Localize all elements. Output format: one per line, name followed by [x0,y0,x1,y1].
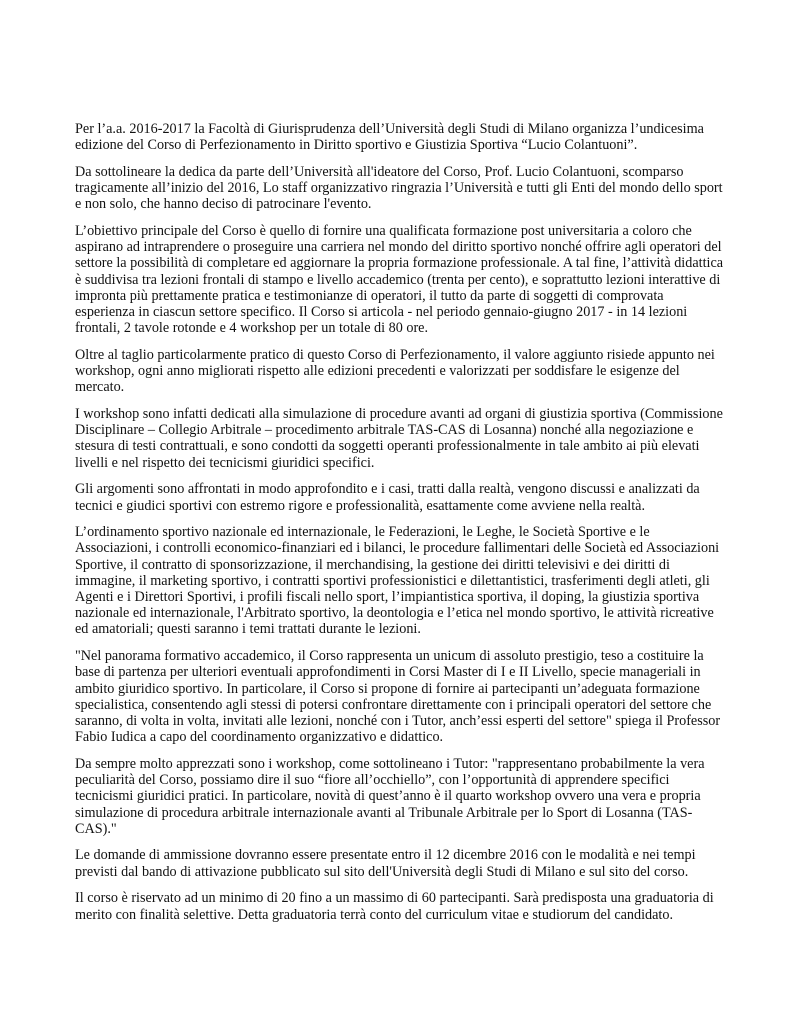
paragraph-quote-iudica: "Nel panorama formativo accademico, il Corso rappresenta un unicum di assoluto prestigio, teso a costituire la base di partenza per ulteriori eventuali approfondimenti in Corsi Master di I e II Livello, specie manageriali in ambito giuridico sportivo. In particolare, il Corso si propone di fornire ai partecipanti un’adeguata formazione specialistica, consentendo agli stessi di potersi confrontare direttamente con i principali operatori del settore che saranno, di volta in volta, invitati alle lezioni, nonché con i Tutor, anch’essi esperti del settore" spiega il Professor Fabio Iudica a capo del coordinamento organizzativo e didattico. [75,648,721,746]
paragraph-objective: L’obiettivo principale del Corso è quello di fornire una qualificata formazione post universitaria a coloro che aspirano ad intraprendere o proseguire una carriera nel mondo del diritto sportivo nonché offrire agli operatori del settore la possibilità di completare ed aggiornare la propria formazione professionale. A tal fine, l’attività didattica è suddivisa tra lezioni frontali di stampo e livello accademico (trenta per cento), e soprattutto lezioni interattive di impronta più prettamente pratica e testimonianze di operatori, il tutto da parte di soggetti di comprovata esperienza in ciascun settore specifico. Il Corso si articola - nel periodo gennaio-giugno 2017 - in 14 lezioni frontali, 2 tavole rotonde e 4 workshop per un totale di 80 ore. [75,223,724,337]
paragraph-quote-tutor: Da sempre molto apprezzati sono i workshop, come sottolineano i Tutor: "rappresentano probabilmente la vera peculiarità del Corso, possiamo dire il suo “fiore all’occhiello”, con l’opportunità di apprendere specifici tecnicismi giuridici pratici. In particolare, novità di quest’anno è il quarto workshop ovvero una vera e propria simulazione di procedura arbitrale internazionale avanti al Tribunale Arbitrale per lo Sport di Losanna (TAS-CAS)." [75,755,705,837]
document-body [75,121,725,933]
paragraph-participants: Il corso è riservato ad un minimo di 20 fino a un massimo di 60 partecipanti. Sarà predisposta una graduatoria di merito con finalità selettive. Detta graduatoria terrà conto del curriculum vitae e studiorum del candidato. [75,890,714,923]
paragraph-dedication: Da sottolineare la dedica da parte dell’Università all'ideatore del Corso, Prof. Lucio Colantuoni, scomparso tragicamente all’inizio del 2016, Lo staff organizzativo ringrazia l’Università e tutti gli Enti del mondo dello sport e non solo, che hanno deciso di patrocinare l'evento. [75,163,723,213]
paragraph-admission: Le domande di ammissione dovranno essere presentate entro il 12 dicembre 2016 con le modalità e nei tempi previsti dal bando di attivazione pubblicato sul sito dell'Università degli Studi di Milano e sul sito del corso. [75,847,696,880]
paragraph-workshops: I workshop sono infatti dedicati alla simulazione di procedure avanti ad organi di giustizia sportiva (Commissione Disciplinare – Collegio Arbitrale – procedimento arbitrale TAS-CAS di Losanna) nonché alla negoziazione e stesura di testi contrattuali, e sono condotti da soggetti operanti professionalmente in tale ambito ai più elevati livelli e nel rispetto dei tecnicismi giuridici specifici. [75,406,723,471]
paragraph-topics-approach: Gli argomenti sono affrontati in modo approfondito e i casi, tratti dalla realtà, vengono discussi e analizzati da tecnici e giudici sportivi con estremo rigore e professionalità, esattamente come avviene nella realtà. [75,481,700,514]
paragraph-added-value: Oltre al taglio particolarmente pratico di questo Corso di Perfezionamento, il valore aggiunto risiede appunto nei workshop, ogni anno migliorati rispetto alle edizioni precedenti e valorizzati per soddisfare le esigenze del mercato. [75,346,715,396]
paragraph-intro: Per l’a.a. 2016-2017 la Facoltà di Giurisprudenza dell’Università degli Studi di Milano organizza l’undicesima edizione del Corso di Perfezionamento in Diritto sportivo e Giustizia Sportiva “Lucio Colantuoni”. [75,121,704,154]
paragraph-topics-list: L’ordinamento sportivo nazionale ed internazionale, le Federazioni, le Leghe, le Società Sportive e le Associazioni, i controlli economico-finanziari ed i bilanci, le procedure fallimentari delle Società ed Associazioni Sportive, il contratto di sponsorizzazione, il merchandising, la gestione dei diritti televisivi e dei diritti di immagine, il marketing sportivo, i contratti sportivi professionistici e dilettantistici, trasferimenti degli atleti, gli Agenti e i Direttori Sportivi, i profili fiscali nello sport, l’impiantistica sportiva, il doping, la giustizia sportiva nazionale ed internazionale, l'Arbitrato sportivo, la deontologia e l’etica nel mondo sportivo, le attività ricreative ed amatoriali; questi saranno i temi trattati durante le lezioni. [75,524,720,638]
